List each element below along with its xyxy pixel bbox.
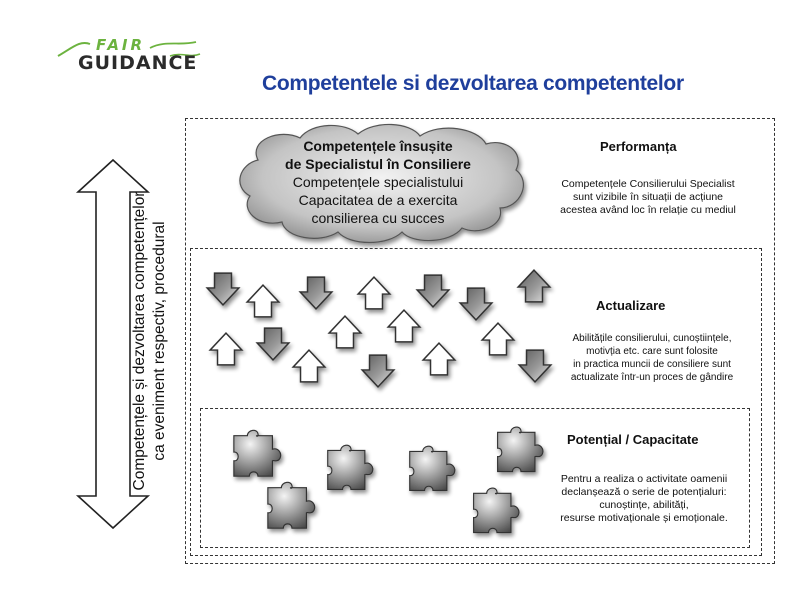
performanta-description bbox=[560, 178, 736, 217]
description-line: sunt vizibile în situații de acțiune bbox=[573, 191, 723, 203]
description-line: acestea având loc în relație cu mediul bbox=[560, 204, 736, 216]
description-line: declanșează o serie de potențialuri: bbox=[561, 486, 727, 498]
fair-guidance-logo bbox=[52, 34, 202, 84]
description-line: resurse motivaționale și emoționale. bbox=[560, 512, 728, 524]
potential-description bbox=[560, 473, 728, 525]
cloud-line: Capacitatea de a exercita bbox=[298, 192, 458, 208]
side-arrow-line: ca eveniment respectiv, procedural bbox=[151, 221, 168, 461]
logo-fair-text: FAIR bbox=[96, 36, 146, 54]
cloud-line: Competențele însușite bbox=[303, 138, 453, 154]
description-line: Abilitățile consilierului, cunoștiințele, bbox=[572, 333, 732, 344]
page-title: Competentele si dezvoltarea competentelor bbox=[262, 72, 684, 95]
description-line: actualizate într-un proces de gândire bbox=[570, 372, 734, 383]
side-arrow-line: Competențele și dezvoltarea competențelor bbox=[131, 191, 148, 491]
description-line: Pentru a realiza o activitate oamenii bbox=[560, 473, 728, 485]
description-line: motivția etc. care sunt folosite bbox=[586, 346, 718, 357]
cloud-line: consilierea cu succes bbox=[311, 210, 445, 226]
performanta-heading: Performanța bbox=[600, 139, 677, 154]
cloud-line: de Specialistul în Consiliere bbox=[285, 156, 471, 172]
description-line: Competențele Consilierului Specialist bbox=[561, 178, 735, 190]
side-arrow-label bbox=[130, 191, 170, 491]
cloud-label bbox=[247, 137, 509, 227]
potential-heading: Potențial / Capacitate bbox=[567, 432, 699, 447]
logo-guidance-text: GUIDANCE bbox=[78, 52, 198, 74]
description-line: in practica muncii de consiliere sunt bbox=[573, 359, 731, 370]
actualizare-description bbox=[571, 332, 733, 384]
actualizare-heading: Actualizare bbox=[596, 298, 666, 313]
description-line: cunoștințe, abilități, bbox=[599, 499, 689, 511]
cloud-line: Competențele specialistului bbox=[292, 174, 464, 190]
